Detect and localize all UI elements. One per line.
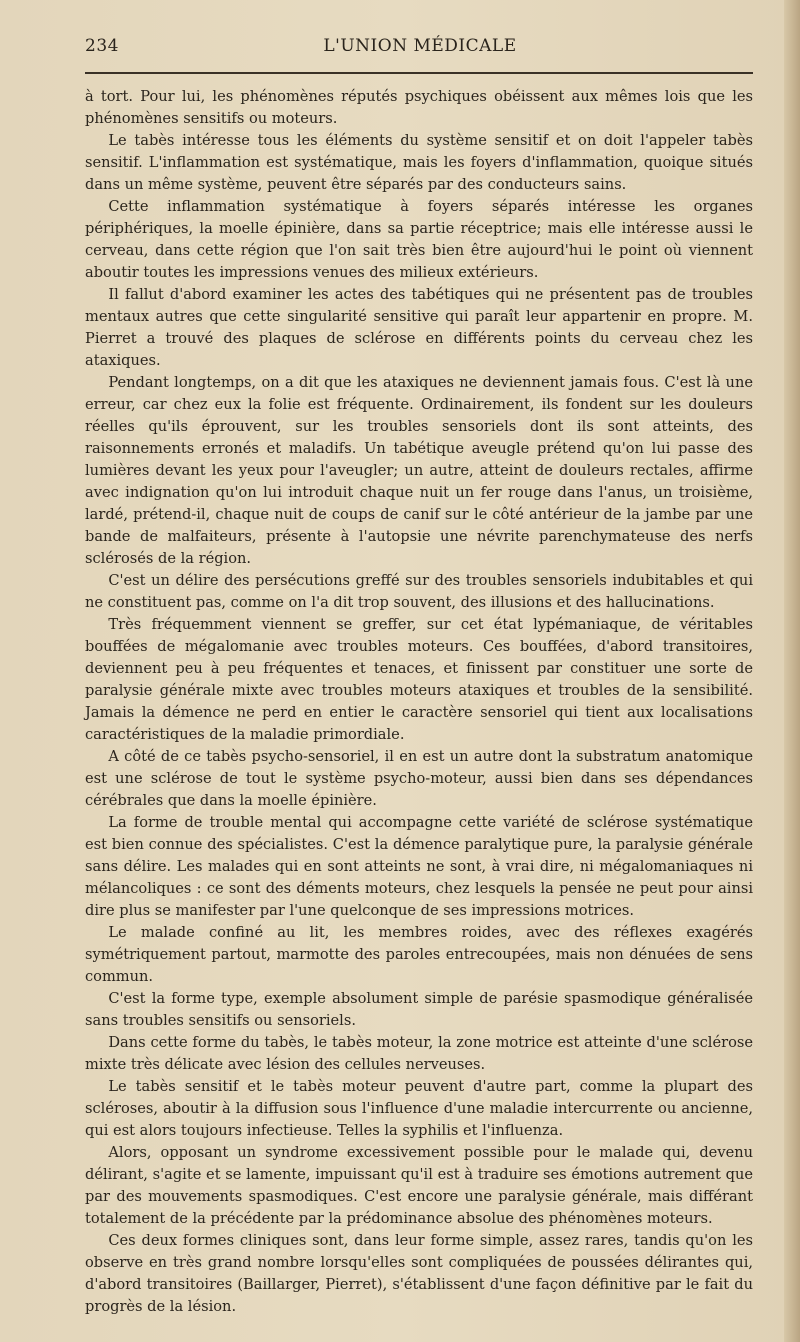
paragraph: Alors, opposant un syndrome excessivement possible pour le malade qui, devenu délirant, s'agite et se lamente, impuissant qu'il est à traduire ses émotions autrement que par des mouvements spasmodiques. C'est encore une paralysie générale, mais différant totalement de la précédente par la prédominance absolue des phénomènes moteurs. [85,1144,753,1227]
paragraph: Le tabès intéresse tous les éléments du système sensitif et on doit l'appeler tabès sensitif. L'inflammation est systématique, mais les foyers d'inflammation, quoique situés dans un même système, peuvent être séparés par des conducteurs sains. [85,132,753,193]
paragraph: Cette inflammation systématique à foyers séparés intéresse les organes périphériques, la moelle épinière, dans sa partie réceptrice; mais elle intéresse aussi le cerveau, dans cette région que l'on sait très bien être aujourd'hui le point où viennent aboutir toutes les impressions venues des milieux extérieurs. [85,198,753,281]
paragraph: Le malade confiné au lit, les membres roides, avec des réflexes exagérés symétriquement partout, marmotte des paroles entrecoupées, mais non dénuées de sens commun. [85,924,753,985]
paragraph: Il fallut d'abord examiner les actes des tabétiques qui ne présentent pas de troubles mentaux autres que cette singularité sensitive qui paraît leur appartenir en propre. M. Pierret a trouvé des plaques de sclérose en différents points du cerveau chez les ataxiques. [85,286,753,369]
paragraph: à tort. Pour lui, les phénomènes réputés psychiques obéissent aux mêmes lois que les phénomènes sensitifs ou moteurs. [85,88,753,127]
paragraph: C'est la forme type, exemple absolument simple de parésie spasmodique généralisée sans troubles sensitifs ou sensoriels. [85,990,753,1029]
paragraph: A côté de ce tabès psycho-sensoriel, il en est un autre dont la substratum anatomique est une sclérose de tout le système psycho-moteur, aussi bien dans ses dépendances cérébrales que dans la moelle épinière. [85,748,753,809]
running-title: L'UNION MÉDICALE [323,36,517,56]
paragraph: C'est un délire des persécutions greffé sur des troubles sensoriels indubitables et qui ne constituent pas, comme on l'a dit trop souvent, des illusions et des hallucinations. [85,572,753,611]
page-header [85,36,755,64]
paragraph: Le tabès sensitif et le tabès moteur peuvent d'autre part, comme la plupart des scléroses, aboutir à la diffusion sous l'influence d'une maladie intercurrente ou ancienne, qui est alors toujours infectieuse. Telles la syphilis et l'influenza. [85,1078,753,1139]
page-number: 234 [85,36,119,56]
body-text [85,86,753,1318]
page-spine-shadow [784,0,800,1342]
paragraph: La forme de trouble mental qui accompagne cette variété de sclérose systématique est bien connue des spécialistes. C'est la démence paralytique pure, la paralysie générale sans délire. Les malades qui en sont atteints ne sont, à vrai dire, ni mégalomaniaques ni mélancoliques : ce sont des déments moteurs, chez lesquels la pensée ne peut pour ainsi dire plus se manifester par l'une quelconque de ses impressions motrices. [85,814,753,919]
header-rule [85,72,753,74]
paragraph: Très fréquemment viennent se greffer, sur cet état lypémaniaque, de véritables bouffées de mégalomanie avec troubles moteurs. Ces bouffées, d'abord transitoires, deviennent peu à peu fréquentes et tenaces, et finissent par constituer une sorte de paralysie générale mixte avec troubles moteurs ataxiques et troubles de la sensibilité. Jamais la démence ne perd en entier le caractère sensoriel qui tient aux localisations caractéristiques de la maladie primordiale. [85,616,753,743]
paragraph: Pendant longtemps, on a dit que les ataxiques ne deviennent jamais fous. C'est là une erreur, car chez eux la folie est fréquente. Ordinairement, ils fondent sur les douleurs réelles qu'ils éprouvent, sur les troubles sensoriels dont ils sont atteints, des raisonnements erronés et maladifs. Un tabétique aveugle prétend qu'on lui passe des lumières devant les yeux pour l'aveugler; un autre, atteint de douleurs rectales, affirme avec indignation qu'on lui introduit chaque nuit un fer rouge dans l'anus, un troisième, lardé, prétend-il, chaque nuit de coups de canif sur le côté antérieur de la jambe par une bande de malfaiteurs, présente à l'autopsie une névrite parenchymateuse des nerfs sclérosés de la région. [85,374,753,567]
paragraph: Dans cette forme du tabès, le tabès moteur, la zone motrice est atteinte d'une sclérose mixte très délicate avec lésion des cellules nerveuses. [85,1034,753,1073]
paragraph: Ces deux formes cliniques sont, dans leur forme simple, assez rares, tandis qu'on les observe en très grand nombre lorsqu'elles sont compliquées de poussées délirantes qui, d'abord transitoires (Baillarger, Pierret), s'établissent d'une façon définitive par le fait du progrès de la lésion. [85,1232,753,1315]
